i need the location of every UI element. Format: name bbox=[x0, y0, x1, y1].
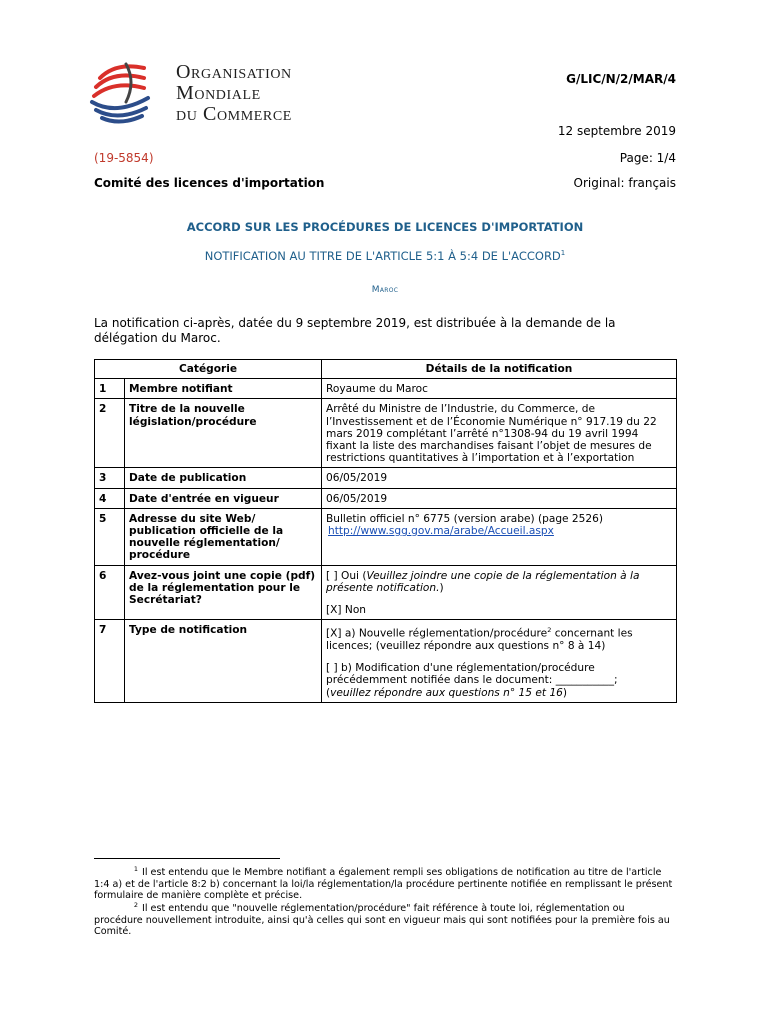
footnote-text: Il est entendu que "nouvelle réglementation/procédure" fait référence à toute loi, réglementation ou procédure nouvellement introduite, ainsi qu'à celles qui sont en vigueur mais qui sont notifiées pour la première fois au Comité. bbox=[94, 903, 670, 938]
org-line-3: du Commerce bbox=[176, 103, 292, 125]
footnote-ref-1: 1 bbox=[560, 249, 566, 258]
document-symbol: G/LIC/N/2/MAR/4 bbox=[566, 72, 676, 86]
table-row bbox=[95, 488, 677, 508]
option-oui bbox=[326, 570, 672, 594]
row-detail: Arrêté du Ministre de l’Industrie, du Commerce, de l’Investissement et de l’Économie Numérique n° 917.19 du 22 mars 2019 complétant l’arrêté n°1308-94 du 19 avril 1994 fixant la liste des marchandises faisant l’objet de mesures de restrictions quantitatives à l’importation et à l’exportation bbox=[322, 399, 677, 468]
row-category: Date d'entrée en vigueur bbox=[125, 488, 322, 508]
row-number: 5 bbox=[95, 508, 125, 565]
row-category: Avez-vous joint une copie (pdf) de la réglementation pour le Secrétariat? bbox=[125, 565, 322, 620]
header-category: Catégorie bbox=[95, 360, 322, 379]
bulletin-reference: Bulletin officiel n° 6775 (version arabe) (page 2526) bbox=[326, 512, 604, 525]
row-detail: 06/05/2019 bbox=[322, 468, 677, 488]
footnote-marker: 2 bbox=[133, 901, 138, 909]
row-detail: Royaume du Maroc bbox=[322, 379, 677, 399]
footnote-text: Il est entendu que le Membre notifiant a également rempli ses obligations de notification au titre de l'article 1:4 a) et de l'article 8:2 b) concernant la loi/la réglementation/la procédure pertinente notifiée en remplissant le présent formulaire de manière complète et précise. bbox=[94, 867, 673, 902]
subtitle-text: NOTIFICATION AU TITRE DE L'ARTICLE 5:1 À 5:4 DE L'ACCORD bbox=[204, 249, 561, 263]
row-category: Titre de la nouvelle législation/procédure bbox=[125, 399, 322, 468]
option-b-note: veuillez répondre aux questions n° 15 et 16 bbox=[330, 686, 563, 699]
organisation-name bbox=[176, 62, 292, 125]
member-name: Maroc bbox=[371, 285, 399, 295]
footnote-marker: 1 bbox=[133, 865, 138, 873]
table-row bbox=[95, 468, 677, 488]
option-a-label: [X] a) Nouvelle réglementation/procédure bbox=[326, 627, 548, 640]
row-category: Date de publication bbox=[125, 468, 322, 488]
row-category: Adresse du site Web/ publication officielle de la nouvelle réglementation/ procédure bbox=[125, 508, 322, 565]
table-row bbox=[95, 620, 677, 703]
page-number: Page: 1/4 bbox=[619, 151, 676, 165]
row-number: 3 bbox=[95, 468, 125, 488]
row-number: 2 bbox=[95, 399, 125, 468]
table-row bbox=[95, 399, 677, 468]
header-details: Détails de la notification bbox=[322, 360, 677, 379]
row-number: 1 bbox=[95, 379, 125, 399]
table-row bbox=[95, 379, 677, 399]
committee-name: Comité des licences d'importation bbox=[94, 176, 325, 190]
table-row bbox=[95, 565, 677, 620]
row-detail: 06/05/2019 bbox=[322, 488, 677, 508]
row-detail bbox=[322, 620, 677, 703]
footnote-separator bbox=[94, 858, 280, 859]
row-number: 7 bbox=[95, 620, 125, 703]
document-subtitle bbox=[0, 249, 770, 263]
row-category: Type de notification bbox=[125, 620, 322, 703]
intro-paragraph: La notification ci-après, datée du 9 septembre 2019, est distribuée à la demande de la délégation du Maroc. bbox=[94, 316, 616, 345]
checkbox-oui: [ ] Oui ( bbox=[326, 569, 367, 582]
row-detail bbox=[322, 508, 677, 565]
row-category: Membre notifiant bbox=[125, 379, 322, 399]
row-number: 4 bbox=[95, 488, 125, 508]
table-row bbox=[95, 508, 677, 565]
row-number: 6 bbox=[95, 565, 125, 620]
table-header-row bbox=[95, 360, 677, 379]
original-language: Original: français bbox=[573, 176, 676, 190]
website-link[interactable]: http://www.sgg.gov.ma/arabe/Accueil.aspx bbox=[328, 525, 554, 538]
option-b: [ ] b) Modification d'une réglementation/procédure précédemment notifiée dans le document: ___________; (veuillez répondre aux questions n° 15 et 16) bbox=[326, 662, 618, 699]
option-a bbox=[326, 624, 672, 652]
notification-table bbox=[94, 359, 677, 703]
option-a-note: concernant les licences; (veuillez répondre aux questions n° 8 à 14) bbox=[326, 627, 633, 652]
option-non: [X] Non bbox=[326, 604, 367, 617]
footnote-2 bbox=[94, 900, 674, 938]
org-line-2: Mondiale bbox=[176, 82, 261, 104]
document-title: ACCORD SUR LES PROCÉDURES DE LICENCES D'IMPORTATION bbox=[186, 220, 584, 234]
option-oui-note: Veuillez joindre une copie de la réglementation à la présente notification. bbox=[326, 569, 640, 594]
document-date: 12 septembre 2019 bbox=[557, 124, 676, 138]
option-oui-close: ) bbox=[439, 581, 444, 594]
document-reference: (19-5854) bbox=[94, 151, 154, 165]
wto-logo bbox=[86, 56, 158, 128]
footnote-ref-2: 2 bbox=[547, 626, 552, 635]
row-detail bbox=[322, 565, 677, 620]
option-b-label: [ ] b) Modification d'une réglementation/procédure précédemment notifiée dans le document: ___________; bbox=[326, 662, 618, 687]
footnote-1 bbox=[94, 864, 674, 902]
org-line-1: Organisation bbox=[176, 61, 292, 83]
